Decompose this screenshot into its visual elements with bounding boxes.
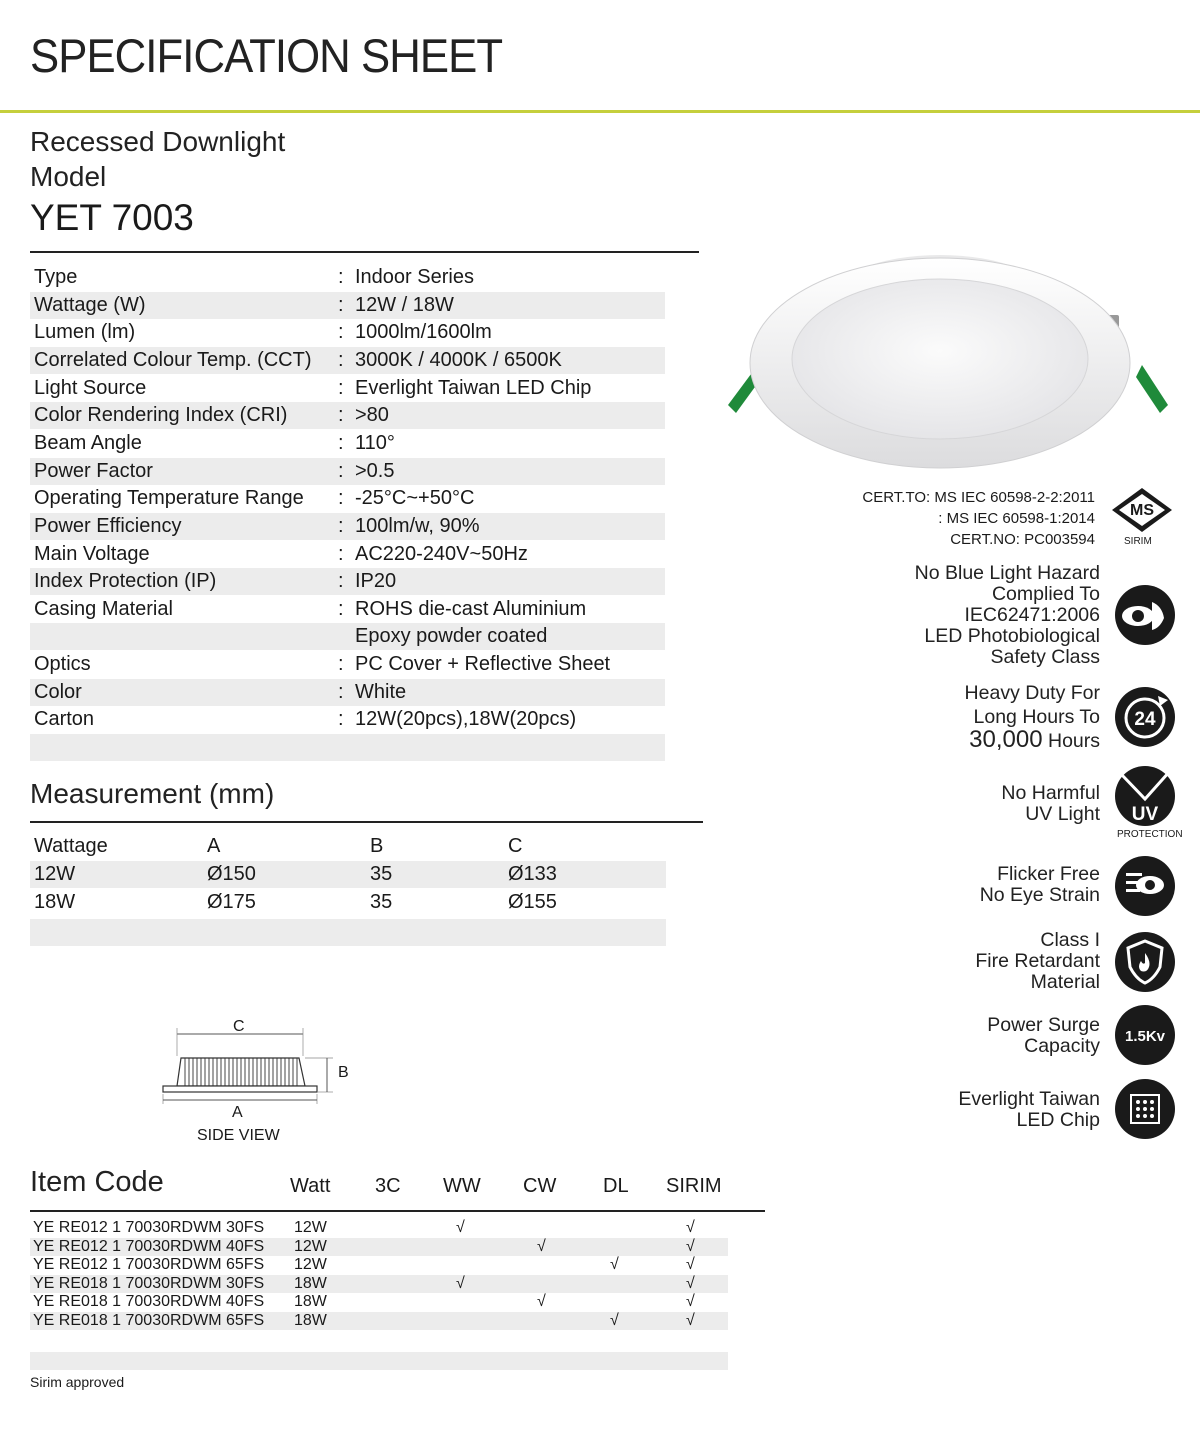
feature-text: Material (1030, 971, 1100, 993)
feature-text: Everlight Taiwan (958, 1088, 1100, 1110)
sirim-logo-text: MS (1130, 502, 1154, 519)
measurement-cell: 12W (34, 863, 76, 885)
spec-label: Power Efficiency (34, 514, 182, 537)
item-code-cell-dl: √ (610, 1256, 619, 1274)
spec-value: Epoxy powder coated (355, 625, 548, 648)
spec-row (30, 651, 665, 678)
spec-separator: : (338, 514, 344, 537)
item-code-header (30, 1175, 770, 1199)
model-number: YET 7003 (30, 197, 194, 238)
spec-value: 110° (355, 431, 395, 454)
item-code-cell-watt: 18W (294, 1274, 327, 1292)
spec-separator: : (338, 266, 344, 288)
item-code-header-sirim: SIRIM (666, 1175, 722, 1197)
feature-hours (965, 726, 1100, 753)
measurement-cell: Ø175 (207, 891, 256, 913)
model-label: Model (30, 161, 107, 192)
spec-row (30, 375, 665, 402)
spec-separator: : (338, 680, 344, 703)
dim-a-label: A (232, 1104, 243, 1121)
spec-row (30, 347, 665, 374)
item-code-cell-sirim: √ (686, 1312, 695, 1329)
feature-text: Capacity (1024, 1035, 1100, 1057)
feature-text: Heavy Duty For (964, 682, 1100, 704)
led-chip-icon (1114, 1078, 1176, 1140)
spec-row (30, 513, 665, 540)
feature-text: LED Chip (1016, 1109, 1100, 1131)
uv-protection-icon (1114, 765, 1176, 827)
measurement-cell: 35 (370, 891, 393, 913)
spec-value: AC220-240V~50Hz (355, 542, 528, 565)
spec-value: -25°C~+50°C (355, 487, 475, 510)
spec-label: Main Voltage (34, 542, 150, 565)
spec-separator: : (338, 348, 344, 371)
item-code-row (30, 1312, 728, 1330)
page-title: SPECIFICATION SHEET (30, 29, 503, 82)
spec-row (30, 264, 665, 291)
item-code-cell-cw: √ (537, 1237, 546, 1255)
cert-number-line: CERT.NO: PC003594 (950, 531, 1095, 548)
spec-separator: : (338, 570, 344, 593)
spec-label: Color Rendering Index (CRI) (34, 404, 288, 427)
feature-text: Class I (1040, 929, 1100, 951)
spec-separator: : (338, 404, 344, 427)
24-hour-icon-text: 24 (1134, 709, 1156, 730)
item-code-header-ww: WW (443, 1175, 481, 1197)
feature-text: Power Surge (987, 1014, 1100, 1036)
spec-separator: : (338, 597, 344, 620)
spec-separator: : (338, 431, 344, 454)
measurement-row (30, 861, 666, 888)
spec-separator: : (338, 542, 344, 565)
spec-label: Wattage (W) (34, 293, 146, 316)
item-code-cell-sirim: √ (686, 1293, 695, 1311)
divider (30, 1210, 765, 1212)
spec-label: Operating Temperature Range (34, 487, 304, 510)
spec-value: 100lm/w, 90% (355, 514, 480, 537)
item-code-cell-sirim: √ (686, 1256, 695, 1274)
spec-value: 1000lm/1600lm (355, 321, 492, 344)
power-surge-icon (1114, 1004, 1176, 1066)
divider (30, 821, 703, 823)
item-code-row (30, 1238, 728, 1256)
measurement-spacer-row (30, 919, 666, 946)
dim-c-label: C (233, 1018, 245, 1035)
spec-value: 12W(20pcs),18W(20pcs) (355, 708, 577, 731)
cert-to-line: CERT.TO: MS IEC 60598-2-2:2011 (862, 489, 1095, 506)
item-code-row (30, 1219, 728, 1237)
sirim-logo-icon (1110, 486, 1174, 536)
spec-row (30, 319, 665, 346)
24-hour-icon (1114, 686, 1176, 748)
spec-row (30, 292, 665, 319)
measurement-title: Measurement (mm) (30, 778, 275, 809)
side-view-label: SIDE VIEW (197, 1127, 280, 1144)
spec-spacer-row (30, 734, 665, 761)
spec-value: ROHS die-cast Aluminium (355, 597, 587, 620)
feature-uv (1001, 783, 1100, 825)
item-code-cell-sirim: √ (686, 1219, 695, 1236)
power-surge-icon-text: 1.5Kv (1124, 1028, 1166, 1045)
item-code-cell-watt: 18W (294, 1312, 327, 1329)
feature-text: Safety Class (990, 646, 1100, 668)
feature-led-chip (958, 1089, 1100, 1131)
item-code-cell-watt: 12W (294, 1219, 327, 1236)
side-view-diagram (155, 1018, 355, 1113)
feature-heavy-duty (965, 683, 1100, 752)
item-code-cell-code: YE RE012 1 70030RDWM 30FS (33, 1219, 265, 1236)
spec-value: White (355, 680, 407, 703)
spec-row (30, 623, 665, 650)
feature-text: Complied To (991, 583, 1100, 605)
accent-rule (0, 110, 1200, 113)
spec-label: Index Protection (IP) (34, 570, 217, 593)
measurement-cell: 18W (34, 891, 76, 913)
spec-label: Power Factor (34, 459, 153, 482)
spec-row (30, 430, 665, 457)
item-code-cell-dl: √ (610, 1312, 619, 1329)
spec-value: PC Cover + Reflective Sheet (355, 653, 611, 676)
spec-value: >0.5 (355, 459, 395, 482)
measurement-header-cell: Wattage (34, 835, 108, 857)
spec-row (30, 485, 665, 512)
sirim-caption: SIRIM (1124, 536, 1152, 547)
item-code-cell-sirim: √ (686, 1237, 695, 1255)
measurement-header-row (30, 833, 666, 860)
item-code-header-cw: CW (523, 1175, 557, 1197)
dim-b-label: B (338, 1064, 349, 1081)
fire-shield-icon (1114, 931, 1176, 993)
item-code-cell-sirim: √ (686, 1274, 695, 1292)
feature-text: Long Hours To (973, 706, 1100, 728)
spec-label: Lumen (lm) (34, 321, 136, 344)
eye-shield-icon (1114, 584, 1176, 646)
feature-text: LED Photobiological (924, 625, 1100, 647)
spec-separator: : (338, 376, 344, 399)
spec-separator: : (338, 293, 344, 316)
spec-value: 3000K / 4000K / 6500K (355, 348, 562, 371)
footnote: Sirim approved (30, 1374, 125, 1390)
feature-hours-unit: Hours (1042, 730, 1100, 752)
spec-value: >80 (355, 404, 389, 427)
measurement-header-cell: A (207, 835, 221, 857)
spec-row (30, 706, 665, 733)
item-code-cell-code: YE RE018 1 70030RDWM 65FS (33, 1312, 265, 1329)
spec-value: 12W / 18W (355, 293, 454, 316)
spec-row (30, 541, 665, 568)
spec-separator: : (338, 487, 344, 510)
feature-text: No Eye Strain (979, 884, 1100, 906)
item-code-cell-cw: √ (537, 1293, 546, 1311)
spec-label: Beam Angle (34, 431, 142, 454)
feature-flicker (980, 864, 1100, 906)
downlight-product-image (722, 245, 1172, 480)
spec-label: Light Source (34, 376, 147, 399)
item-code-spacer-row (30, 1352, 728, 1370)
measurement-header-cell: B (370, 835, 384, 857)
item-code-cell-code: YE RE018 1 70030RDWM 30FS (33, 1274, 265, 1292)
measurement-header-cell: C (508, 835, 523, 857)
divider (30, 251, 699, 253)
item-code-cell-watt: 12W (294, 1237, 327, 1255)
spec-row (30, 402, 665, 429)
feature-blue-light (915, 563, 1100, 668)
item-code-header-watt: Watt (290, 1175, 331, 1197)
feature-text: IEC62471:2006 (964, 604, 1100, 626)
measurement-cell: 35 (370, 863, 393, 885)
spec-separator: : (338, 459, 344, 482)
spec-row (30, 596, 665, 623)
spec-label: Carton (34, 708, 95, 731)
flicker-free-eye-icon (1114, 855, 1176, 917)
spec-row (30, 568, 665, 595)
feature-text: No Blue Light Hazard (914, 562, 1100, 584)
spec-label: Casing Material (34, 597, 173, 620)
spec-separator: : (338, 321, 344, 344)
uv-icon-caption: PROTECTION (1117, 829, 1183, 840)
measurement-cell: Ø133 (508, 863, 557, 885)
item-code-cell-ww: √ (456, 1219, 465, 1236)
spec-row (30, 458, 665, 485)
uv-icon-text: UV (1131, 804, 1159, 825)
spec-label: Correlated Colour Temp. (CCT) (34, 348, 312, 371)
feature-text: UV Light (1025, 803, 1100, 825)
spec-label: Color (34, 680, 82, 703)
item-code-cell-code: YE RE012 1 70030RDWM 65FS (33, 1256, 265, 1274)
item-code-row (30, 1275, 728, 1293)
item-code-header-dl: DL (603, 1175, 629, 1197)
item-code-cell-ww: √ (456, 1274, 465, 1292)
measurement-cell: Ø155 (508, 891, 557, 913)
spec-value: IP20 (355, 570, 397, 593)
item-code-title: Item Code (30, 1166, 164, 1198)
item-code-row (30, 1293, 728, 1311)
item-code-cell-watt: 18W (294, 1293, 327, 1311)
item-code-cell-code: YE RE018 1 70030RDWM 40FS (33, 1293, 265, 1311)
item-code-cell-watt: 12W (294, 1256, 327, 1274)
spec-label: Type (34, 266, 78, 288)
feature-text: Fire Retardant (975, 950, 1100, 972)
item-code-header-3c: 3C (375, 1175, 401, 1197)
cert-to-line-2: : MS IEC 60598-1:2014 (938, 510, 1095, 527)
spec-separator: : (338, 708, 344, 731)
feature-hours-value: 30,000 (969, 726, 1043, 753)
feature-surge (987, 1015, 1100, 1057)
spec-label: Optics (34, 653, 91, 676)
feature-fire (975, 930, 1100, 993)
measurement-row (30, 889, 666, 916)
spec-row (30, 679, 665, 706)
item-code-cell-code: YE RE012 1 70030RDWM 40FS (33, 1237, 265, 1255)
product-type: Recessed Downlight (30, 126, 286, 157)
feature-text: Flicker Free (997, 863, 1100, 885)
item-code-row (30, 1256, 728, 1274)
spec-value: Indoor Series (355, 266, 474, 288)
spec-value: Everlight Taiwan LED Chip (355, 376, 592, 399)
spec-separator: : (338, 653, 344, 676)
feature-text: No Harmful (1001, 782, 1100, 804)
measurement-cell: Ø150 (207, 863, 256, 885)
